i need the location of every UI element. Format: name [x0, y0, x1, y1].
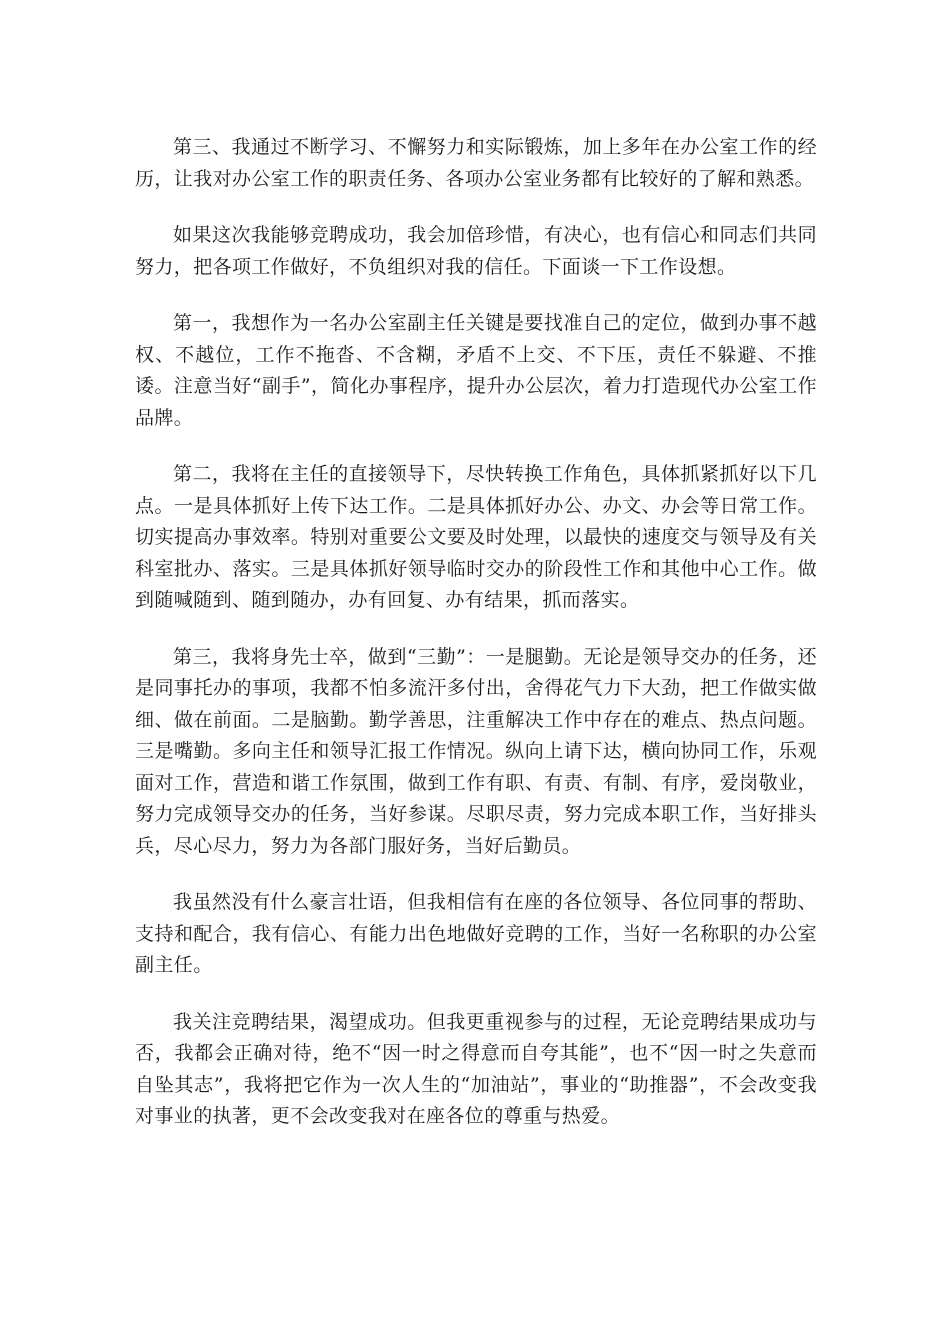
paragraph-2: 如果这次我能够竞聘成功，我会加倍珍惜，有决心，也有信心和同志们共同努力，把各项工作做好，不负组织对我的信任。下面谈一下工作设想。: [135, 224, 817, 278]
paragraph-6: 我虽然没有什么豪言壮语，但我相信有在座的各位领导、各位同事的帮助、支持和配合，我有信心、有能力出色地做好竞聘的工作，当好一名称职的办公室副主任。: [135, 891, 817, 976]
paragraph-4: 第二，我将在主任的直接领导下，尽快转换工作角色，具体抓紧抓好以下几点。一是具体抓好上传下达工作。二是具体抓好办公、办文、办会等日常工作。切实提高办事效率。特别对重要公文要及时处理，以最快的速度交与领导及有关科室批办、落实。三是具体抓好领导临时交办的阶段性工作和其他中心工作。做到随喊随到、随到随办，办有回复、办有结果，抓而落实。: [135, 463, 817, 611]
paragraph-7: 我关注竞聘结果，渴望成功。但我更重视参与的过程，无论竞聘结果成功与否，我都会正确对待，绝不“因一时之得意而自夸其能”，也不“因一时之失意而自坠其志”，我将把它作为一次人生的“加油站”，事业的“助推器”，不会改变我对事业的执著，更不会改变我对在座各位的尊重与热爱。: [135, 1010, 817, 1127]
paragraph-3: 第一，我想作为一名办公室副主任关键是要找准自己的定位，做到办事不越权、不越位，工作不拖沓、不含糊，矛盾不上交、不下压，责任不躲避、不推诿。注意当好“副手”，简化办事程序，提升办公层次，着力打造现代办公室工作品牌。: [135, 312, 817, 429]
document-body: [135, 132, 817, 1158]
paragraph-5: 第三，我将身先士卒，做到“三勤”：一是腿勤。无论是领导交办的任务，还是同事托办的事项，我都不怕多流汗多付出，舍得花气力下大劲，把工作做实做细、做在前面。二是脑勤。勤学善思，注重解决工作中存在的难点、热点问题。三是嘴勤。多向主任和领导汇报工作情况。纵向上请下达，横向协同工作，乐观面对工作，营造和谐工作氛围，做到工作有职、有责、有制、有序，爱岗敬业，努力完成领导交办的任务，当好参谋。尽职尽责，努力完成本职工作，当好排头兵，尽心尽力，努力为各部门服好务，当好后勤员。: [135, 645, 817, 857]
paragraph-1: 第三、我通过不断学习、不懈努力和实际锻炼，加上多年在办公室工作的经历，让我对办公室工作的职责任务、各项办公室业务都有比较好的了解和熟悉。: [135, 136, 817, 190]
